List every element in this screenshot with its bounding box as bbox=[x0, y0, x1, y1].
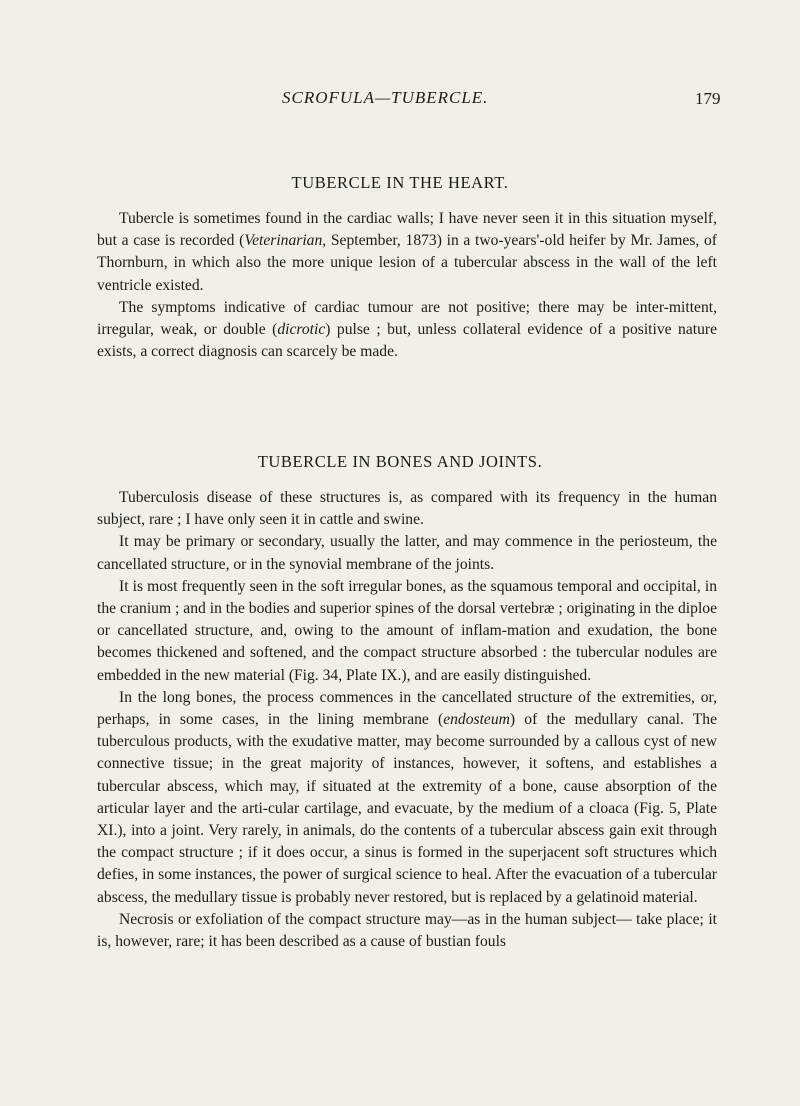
paragraph: Tuberculosis disease of these structures is, as compared with its frequency in the human subject, rare ; I have only seen it in cattle and swine. bbox=[97, 489, 717, 529]
paragraph: It is most frequently seen in the soft irregular bones, as the squamous temporal and occipital, in the cranium ; and in the bodies and superior spines of the dorsal vertebræ ; originating in the diploe or cancellated structure, and, owing to the amount of inflam-mation and exudation, the bone becomes thickened and softened, and the compact structure absorbed : the tubercular nodules are embedded in the new material (Fig. 34, Plate IX.), and are easily distinguished. bbox=[97, 577, 717, 684]
section-body-heart bbox=[97, 208, 717, 363]
paragraph: The symptoms indicative of cardiac tumour are not positive; there may be inter-mittent, irregular, weak, or double (dicrotic) pulse ; but, unless collateral evidence of a positive nature exists, a correct diagnosis can scarcely be made. bbox=[97, 298, 717, 361]
paragraph: Tubercle is sometimes found in the cardiac walls; I have never seen it in this situation myself, but a case is recorded (Veterinarian, September, 1873) in a two-years'-old heifer by Mr. James, of Thornburn, in which also the more unique lesion of a tubercular abscess in the wall of the left ventricle existed. bbox=[97, 210, 717, 294]
italic-term: endosteum bbox=[443, 711, 510, 729]
section-body-bones-joints bbox=[97, 487, 717, 953]
paragraph: Necrosis or exfoliation of the compact structure may—as in the human subject— take place; it is, however, rare; it has been described as a cause of bustian fouls bbox=[97, 910, 717, 951]
page-number: 179 bbox=[695, 89, 721, 108]
italic-term: Veterinarian bbox=[244, 232, 323, 250]
section-title-bones-joints: TUBERCLE IN BONES AND JOINTS. bbox=[257, 452, 543, 471]
running-title: SCROFULA—TUBERCLE. bbox=[282, 88, 489, 107]
paragraph: In the long bones, the process commences in the cancellated structure of the extremities, or, perhaps, in some cases, in the lining membrane (endosteum) of the medullary canal. The tuberculous products, with the exudative matter, may become surrounded by a callous cyst of new connective tissue; in the great majority of instances, however, it softens, and establishes a tubercular abscess, which may, if situated at the extremity of a bone, cause absorption of the articular layer and the arti-cular cartilage, and evacuate, by the medium of a cloaca (Fig. 5, Plate XI.), into a joint. Very rarely, in animals, do the contents of a tubercular abscess gain exit through the compact structure ; if it does occur, a sinus is formed in the superjacent soft structures which defies, in some instances, the power of surgical science to heal. After the evacuation of a tubercular abscess, the medullary tissue is probably never restored, but is replaced by a gelatinoid material. bbox=[97, 688, 718, 906]
paragraph: It may be primary or secondary, usually the latter, and may commence in the periosteum, the cancellated structure, or in the synovial membrane of the joints. bbox=[97, 533, 717, 573]
section-title-heart: TUBERCLE IN THE HEART. bbox=[291, 173, 509, 192]
italic-term: dicrotic bbox=[277, 321, 326, 339]
